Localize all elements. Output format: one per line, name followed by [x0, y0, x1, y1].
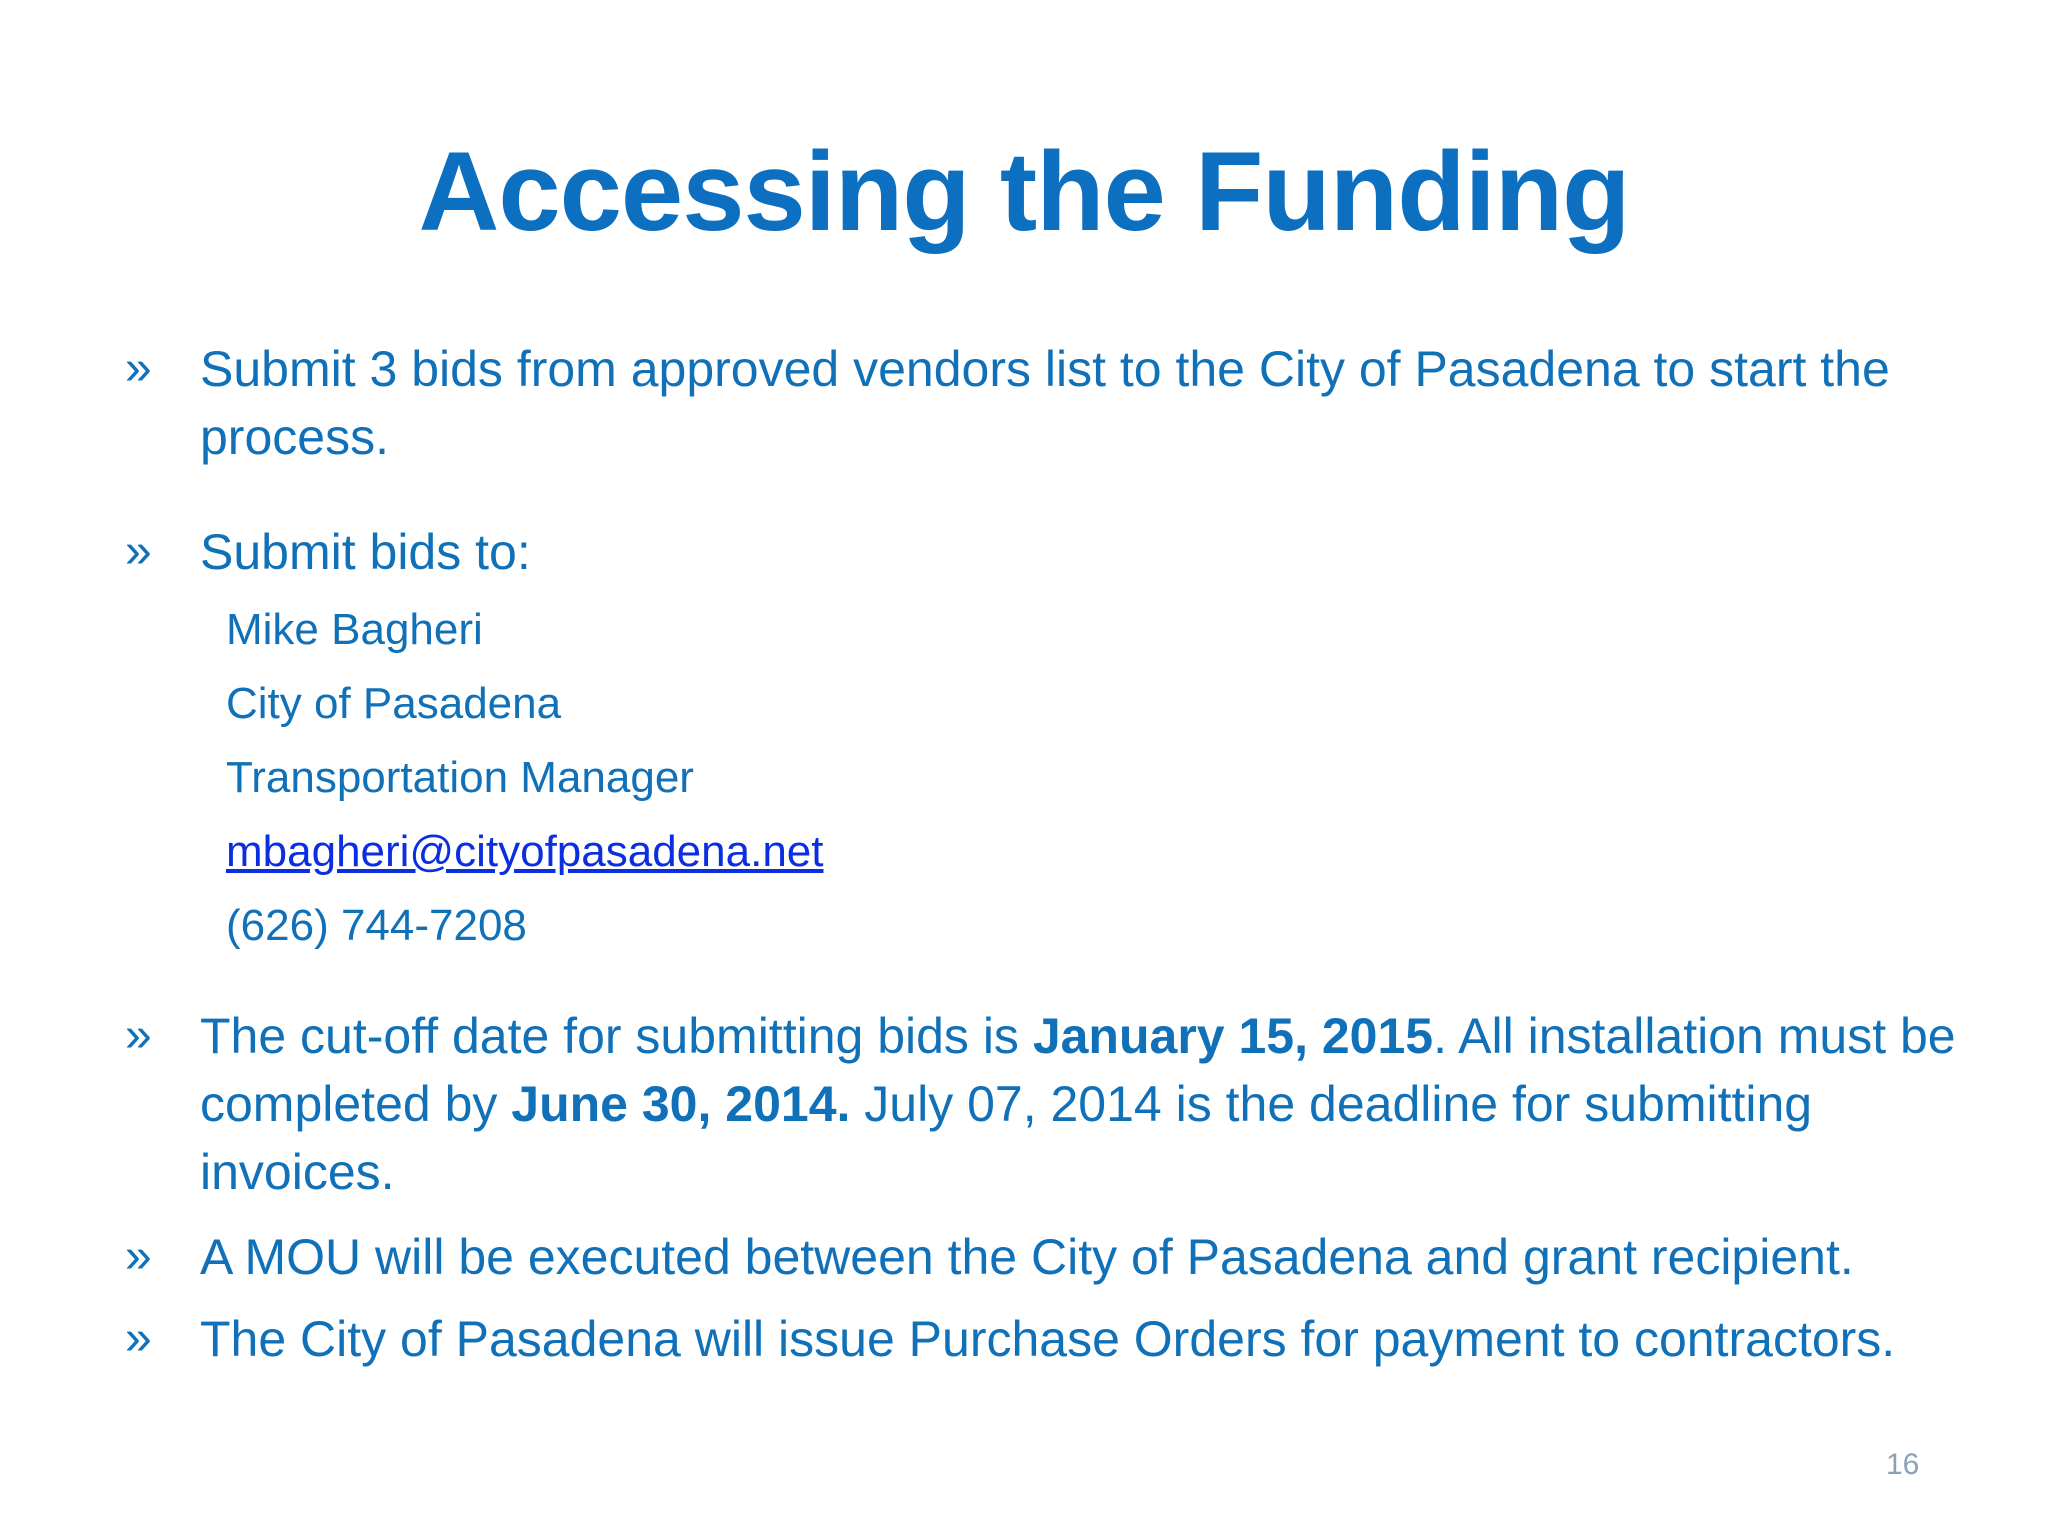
- bullet-text: Submit 3 bids from approved vendors list to the City of Pasadena to start the process.: [200, 341, 1890, 465]
- bullet-marker: »: [125, 1009, 152, 1062]
- bullet-text: Submit bids to:: [200, 524, 531, 580]
- bullet-marker: »: [125, 1230, 152, 1283]
- bullet-marker: »: [125, 1312, 152, 1365]
- bullet-text: [200, 1002, 1990, 1206]
- contact-name: Mike Bagheri: [226, 605, 483, 654]
- bullet-text: A MOU will be executed between the City of Pasadena and grant recipient.: [200, 1229, 1854, 1285]
- slide-title: Accessing the Funding: [418, 129, 1630, 254]
- page-number: 16: [1886, 1448, 1920, 1481]
- contact-organization: City of Pasadena: [226, 679, 562, 728]
- deadline-text-part3: July 07, 2014 is the deadline for submitting invoices.: [200, 1076, 1813, 1200]
- contact-email-line: [226, 824, 823, 880]
- contact-role: Transportation Manager: [226, 753, 694, 802]
- contact-email-link[interactable]: mbagheri@cityofpasadena.net: [226, 827, 824, 876]
- deadline-text-part1: The cut-off date for submitting bids is: [200, 1008, 1033, 1064]
- cutoff-date: January 15, 2015: [1032, 1008, 1434, 1064]
- installation-deadline: June 30, 2014.: [511, 1076, 851, 1132]
- bullet-marker: »: [125, 342, 152, 395]
- bullet-marker: »: [125, 525, 152, 578]
- deadline-text-part2: . All installation must be completed by: [200, 1008, 1956, 1132]
- contact-phone: (626) 744-7208: [226, 901, 527, 950]
- bullet-text: The City of Pasadena will issue Purchase Orders for payment to contractors.: [200, 1311, 1896, 1367]
